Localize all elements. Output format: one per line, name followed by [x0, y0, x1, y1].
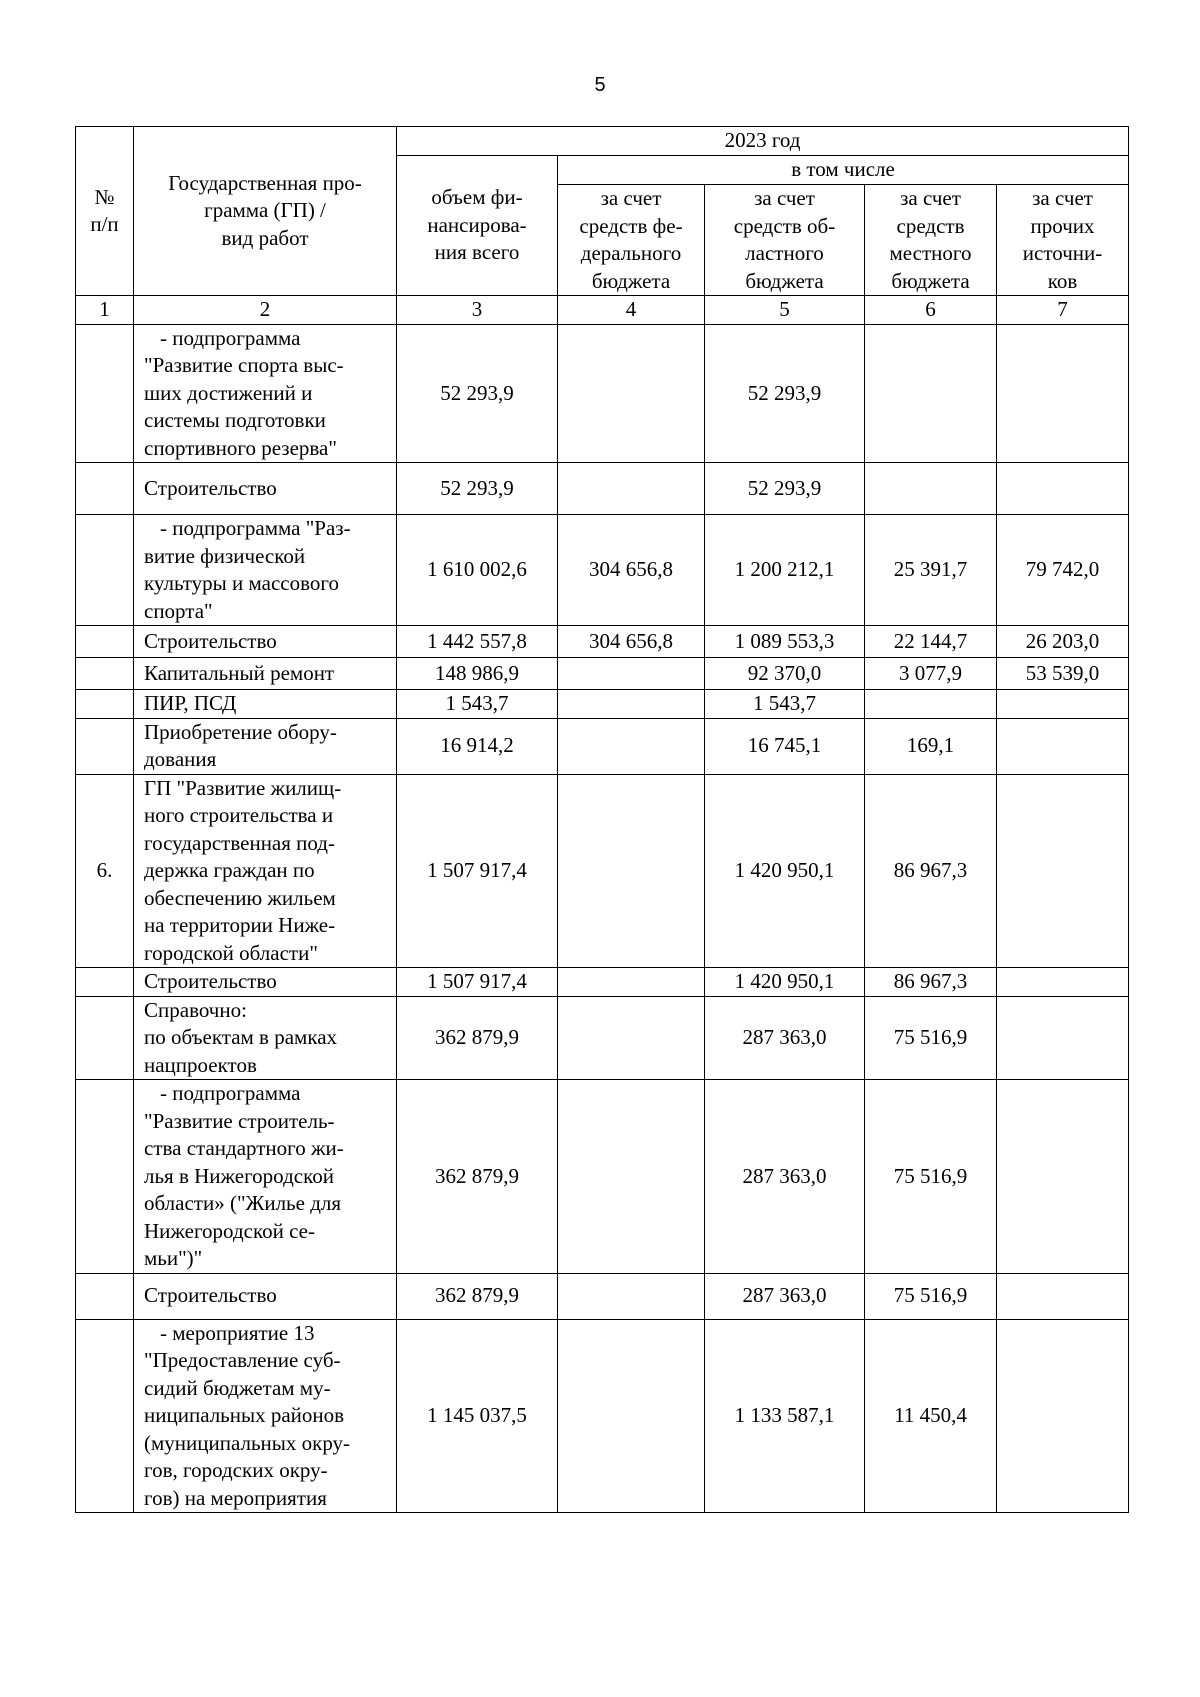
header-line: нансирова-	[427, 212, 527, 237]
program-name-line: Строительство	[144, 475, 277, 500]
total-funding-cell: 1 610 002,6	[397, 515, 558, 626]
total-funding-cell: 16 914,2	[397, 718, 558, 774]
federal-budget-cell	[558, 690, 705, 719]
index-cell: 3	[397, 296, 558, 325]
local-budget-cell: 25 391,7	[865, 515, 997, 626]
row-number-cell	[76, 658, 134, 690]
header-line: средств	[896, 213, 965, 238]
program-name-line: лья в Нижегородской	[144, 1163, 334, 1188]
total-funding-cell: 1 543,7	[397, 690, 558, 719]
program-name-line: дования	[144, 747, 217, 771]
row-number-cell	[76, 515, 134, 626]
program-name-cell	[134, 690, 397, 719]
local-budget-cell: 75 516,9	[865, 1273, 997, 1319]
federal-budget-cell	[558, 463, 705, 515]
regional-budget-cell: 92 370,0	[705, 658, 865, 690]
local-budget-cell: 169,1	[865, 718, 997, 774]
other-sources-cell	[997, 1273, 1129, 1319]
program-name-line: держка граждан по	[144, 858, 315, 882]
table-header	[76, 127, 1129, 325]
other-sources-cell	[997, 1319, 1129, 1513]
program-name-line: (муниципальных окру-	[144, 1430, 351, 1455]
other-sources-cell: 79 742,0	[997, 515, 1129, 626]
program-name-cell	[134, 515, 397, 626]
header-line: ков	[1047, 268, 1078, 293]
program-name-line: ПИР, ПСД	[144, 691, 237, 715]
local-budget-cell: 86 967,3	[865, 968, 997, 997]
other-sources-cell	[997, 774, 1129, 968]
program-name-line: спортивного резерва"	[144, 435, 337, 460]
total-funding-cell: 1 442 557,8	[397, 626, 558, 658]
total-funding-cell: 148 986,9	[397, 658, 558, 690]
header-row-number	[76, 127, 134, 296]
program-name-cell	[134, 658, 397, 690]
regional-budget-cell: 287 363,0	[705, 1273, 865, 1319]
total-funding-cell: 1 145 037,5	[397, 1319, 558, 1513]
federal-budget-cell	[558, 324, 705, 463]
table-row	[76, 1319, 1129, 1513]
other-sources-cell	[997, 690, 1129, 719]
header-line: за счет	[754, 186, 815, 210]
row-number-cell	[76, 1273, 134, 1319]
local-budget-cell: 86 967,3	[865, 774, 997, 968]
header-year: 2023 год	[397, 127, 1129, 156]
program-name-cell	[134, 626, 397, 658]
program-name-cell	[134, 774, 397, 968]
program-name-line: Нижегородской се-	[144, 1218, 315, 1243]
table-row	[76, 968, 1129, 997]
header-line: бюджета	[591, 268, 671, 293]
total-funding-cell: 1 507 917,4	[397, 968, 558, 997]
index-cell: 4	[558, 296, 705, 325]
row-number-cell	[76, 690, 134, 719]
local-budget-cell: 75 516,9	[865, 996, 997, 1080]
table-row	[76, 1273, 1129, 1319]
regional-budget-cell: 287 363,0	[705, 1080, 865, 1274]
federal-budget-cell	[558, 658, 705, 690]
index-cell: 1	[76, 296, 134, 325]
row-number-cell: 6.	[76, 774, 134, 968]
header-index-row	[76, 296, 1129, 325]
program-name-line: по объектам в рамках	[144, 1025, 338, 1049]
program-name-line: сидий бюджетам му-	[144, 1375, 331, 1400]
header-local-budget	[865, 185, 997, 296]
program-name-cell	[134, 996, 397, 1080]
program-name-line: - подпрограмма "Раз-	[160, 516, 351, 540]
program-name-line: ства стандартного жи-	[144, 1136, 344, 1160]
table-row	[76, 626, 1129, 658]
federal-budget-cell	[558, 774, 705, 968]
program-name-cell	[134, 718, 397, 774]
program-name-line: гов) на мероприятия	[144, 1485, 327, 1510]
funding-table	[75, 126, 1129, 1513]
program-name-line: "Развитие спорта выс-	[144, 353, 344, 377]
header-line: местного	[889, 241, 972, 265]
program-name-line: мьи")"	[144, 1246, 203, 1270]
other-sources-cell	[997, 324, 1129, 463]
program-name-line: Справочно:	[144, 997, 247, 1022]
program-name-line: витие физической	[144, 543, 306, 568]
regional-budget-cell: 1 420 950,1	[705, 774, 865, 968]
regional-budget-cell: 1 543,7	[705, 690, 865, 719]
local-budget-cell: 11 450,4	[865, 1319, 997, 1513]
row-number-cell	[76, 463, 134, 515]
program-name-line: гов, городских окру-	[144, 1458, 328, 1482]
regional-budget-cell: 1 133 587,1	[705, 1319, 865, 1513]
table-row	[76, 1080, 1129, 1274]
program-name-line: - подпрограмма	[160, 325, 301, 350]
header-line: грамма (ГП) /	[204, 198, 326, 223]
other-sources-cell	[997, 996, 1129, 1080]
header-total-funding	[397, 156, 558, 296]
local-budget-cell: 3 077,9	[865, 658, 997, 690]
other-sources-cell	[997, 718, 1129, 774]
federal-budget-cell	[558, 996, 705, 1080]
program-name-line: нацпроектов	[144, 1052, 257, 1077]
federal-budget-cell: 304 656,8	[558, 626, 705, 658]
program-name-line: системы подготовки	[144, 408, 326, 432]
row-number-cell	[76, 968, 134, 997]
header-line: бюджета	[745, 268, 824, 293]
local-budget-cell: 75 516,9	[865, 1080, 997, 1274]
header-line: объем фи-	[431, 185, 523, 210]
federal-budget-cell	[558, 718, 705, 774]
program-name-line: Строительство	[144, 969, 277, 993]
row-number-cell	[76, 718, 134, 774]
program-name-cell	[134, 1319, 397, 1513]
local-budget-cell	[865, 463, 997, 515]
program-name-cell	[134, 324, 397, 463]
header-line: прочих	[1030, 213, 1095, 238]
table-row	[76, 718, 1129, 774]
total-funding-cell: 362 879,9	[397, 1080, 558, 1274]
total-funding-cell: 52 293,9	[397, 463, 558, 515]
regional-budget-cell: 52 293,9	[705, 463, 865, 515]
table-row	[76, 996, 1129, 1080]
regional-budget-cell: 1 420 950,1	[705, 968, 865, 997]
program-name-line: ших достижений и	[144, 380, 313, 405]
program-name-line: Приобретение обору-	[144, 719, 337, 744]
table-row	[76, 515, 1129, 626]
regional-budget-cell: 1 200 212,1	[705, 515, 865, 626]
program-name-line: на территории Ниже-	[144, 913, 336, 937]
federal-budget-cell	[558, 1273, 705, 1319]
total-funding-cell: 1 507 917,4	[397, 774, 558, 968]
other-sources-cell	[997, 463, 1129, 515]
program-name-cell	[134, 1273, 397, 1319]
regional-budget-cell: 287 363,0	[705, 996, 865, 1080]
index-cell: 7	[997, 296, 1129, 325]
program-name-line: ниципальных районов	[144, 1403, 345, 1427]
header-line: за счет	[600, 186, 662, 210]
header-line: №	[94, 184, 115, 209]
row-number-cell	[76, 324, 134, 463]
federal-budget-cell	[558, 968, 705, 997]
local-budget-cell: 22 144,7	[865, 626, 997, 658]
table-body	[76, 324, 1129, 1513]
header-line: ластного	[745, 241, 824, 265]
program-name-cell	[134, 463, 397, 515]
header-line: п/п	[90, 212, 119, 236]
header-line: за счет	[1032, 186, 1093, 210]
program-name-line: Строительство	[144, 1283, 277, 1308]
regional-budget-cell: 1 089 553,3	[705, 626, 865, 658]
table-row	[76, 324, 1129, 463]
header-line: источни-	[1022, 241, 1103, 265]
regional-budget-cell: 52 293,9	[705, 324, 865, 463]
program-name-line: - подпрограмма	[160, 1081, 301, 1105]
regional-budget-cell: 16 745,1	[705, 718, 865, 774]
program-name-line: городской области"	[144, 940, 318, 965]
table-row	[76, 658, 1129, 690]
index-cell: 5	[705, 296, 865, 325]
program-name-cell	[134, 968, 397, 997]
total-funding-cell: 362 879,9	[397, 1273, 558, 1319]
program-name-line: Строительство	[144, 628, 277, 653]
header-including: в том числе	[558, 156, 1129, 185]
total-funding-cell: 362 879,9	[397, 996, 558, 1080]
header-federal-budget	[558, 185, 705, 296]
header-line: средств фе-	[579, 213, 683, 238]
local-budget-cell	[865, 324, 997, 463]
header-line: бюджета	[891, 268, 970, 293]
program-name-line: Капитальный ремонт	[144, 660, 335, 685]
federal-budget-cell: 304 656,8	[558, 515, 705, 626]
row-number-cell	[76, 996, 134, 1080]
program-name-cell	[134, 1080, 397, 1274]
header-line: вид работ	[221, 225, 309, 250]
header-line: за счет	[900, 186, 961, 210]
local-budget-cell	[865, 690, 997, 719]
header-line: Государственная про-	[168, 170, 362, 195]
index-cell: 2	[134, 296, 397, 325]
program-name-line: "Развитие строитель-	[144, 1108, 335, 1133]
table-row	[76, 463, 1129, 515]
page-number: 5	[594, 74, 606, 96]
row-number-cell	[76, 1319, 134, 1513]
header-line: ния всего	[434, 240, 520, 265]
other-sources-cell	[997, 1080, 1129, 1274]
total-funding-cell: 52 293,9	[397, 324, 558, 463]
other-sources-cell	[997, 968, 1129, 997]
program-name-line: ного строительства и	[144, 803, 334, 827]
program-name-line: спорта"	[144, 598, 213, 623]
program-name-line: "Предоставление суб-	[144, 1348, 341, 1372]
program-name-line: ГП "Развитие жилищ-	[144, 775, 342, 800]
other-sources-cell: 26 203,0	[997, 626, 1129, 658]
program-name-line: государственная под-	[144, 830, 335, 855]
row-number-cell	[76, 1080, 134, 1274]
header-line: дерального	[580, 241, 682, 265]
other-sources-cell: 53 539,0	[997, 658, 1129, 690]
index-cell: 6	[865, 296, 997, 325]
table-row	[76, 690, 1129, 719]
program-name-line: области» ("Жилье для	[144, 1191, 342, 1215]
table-row	[76, 774, 1129, 968]
federal-budget-cell	[558, 1080, 705, 1274]
program-name-line: обеспечению жильем	[144, 885, 336, 910]
federal-budget-cell	[558, 1319, 705, 1513]
header-line: средств об-	[733, 213, 836, 238]
program-name-line: - мероприятие 13	[160, 1320, 315, 1345]
row-number-cell	[76, 626, 134, 658]
header-other-sources	[997, 185, 1129, 296]
header-program	[134, 127, 397, 296]
program-name-line: культуры и массового	[144, 571, 339, 595]
header-regional-budget	[705, 185, 865, 296]
